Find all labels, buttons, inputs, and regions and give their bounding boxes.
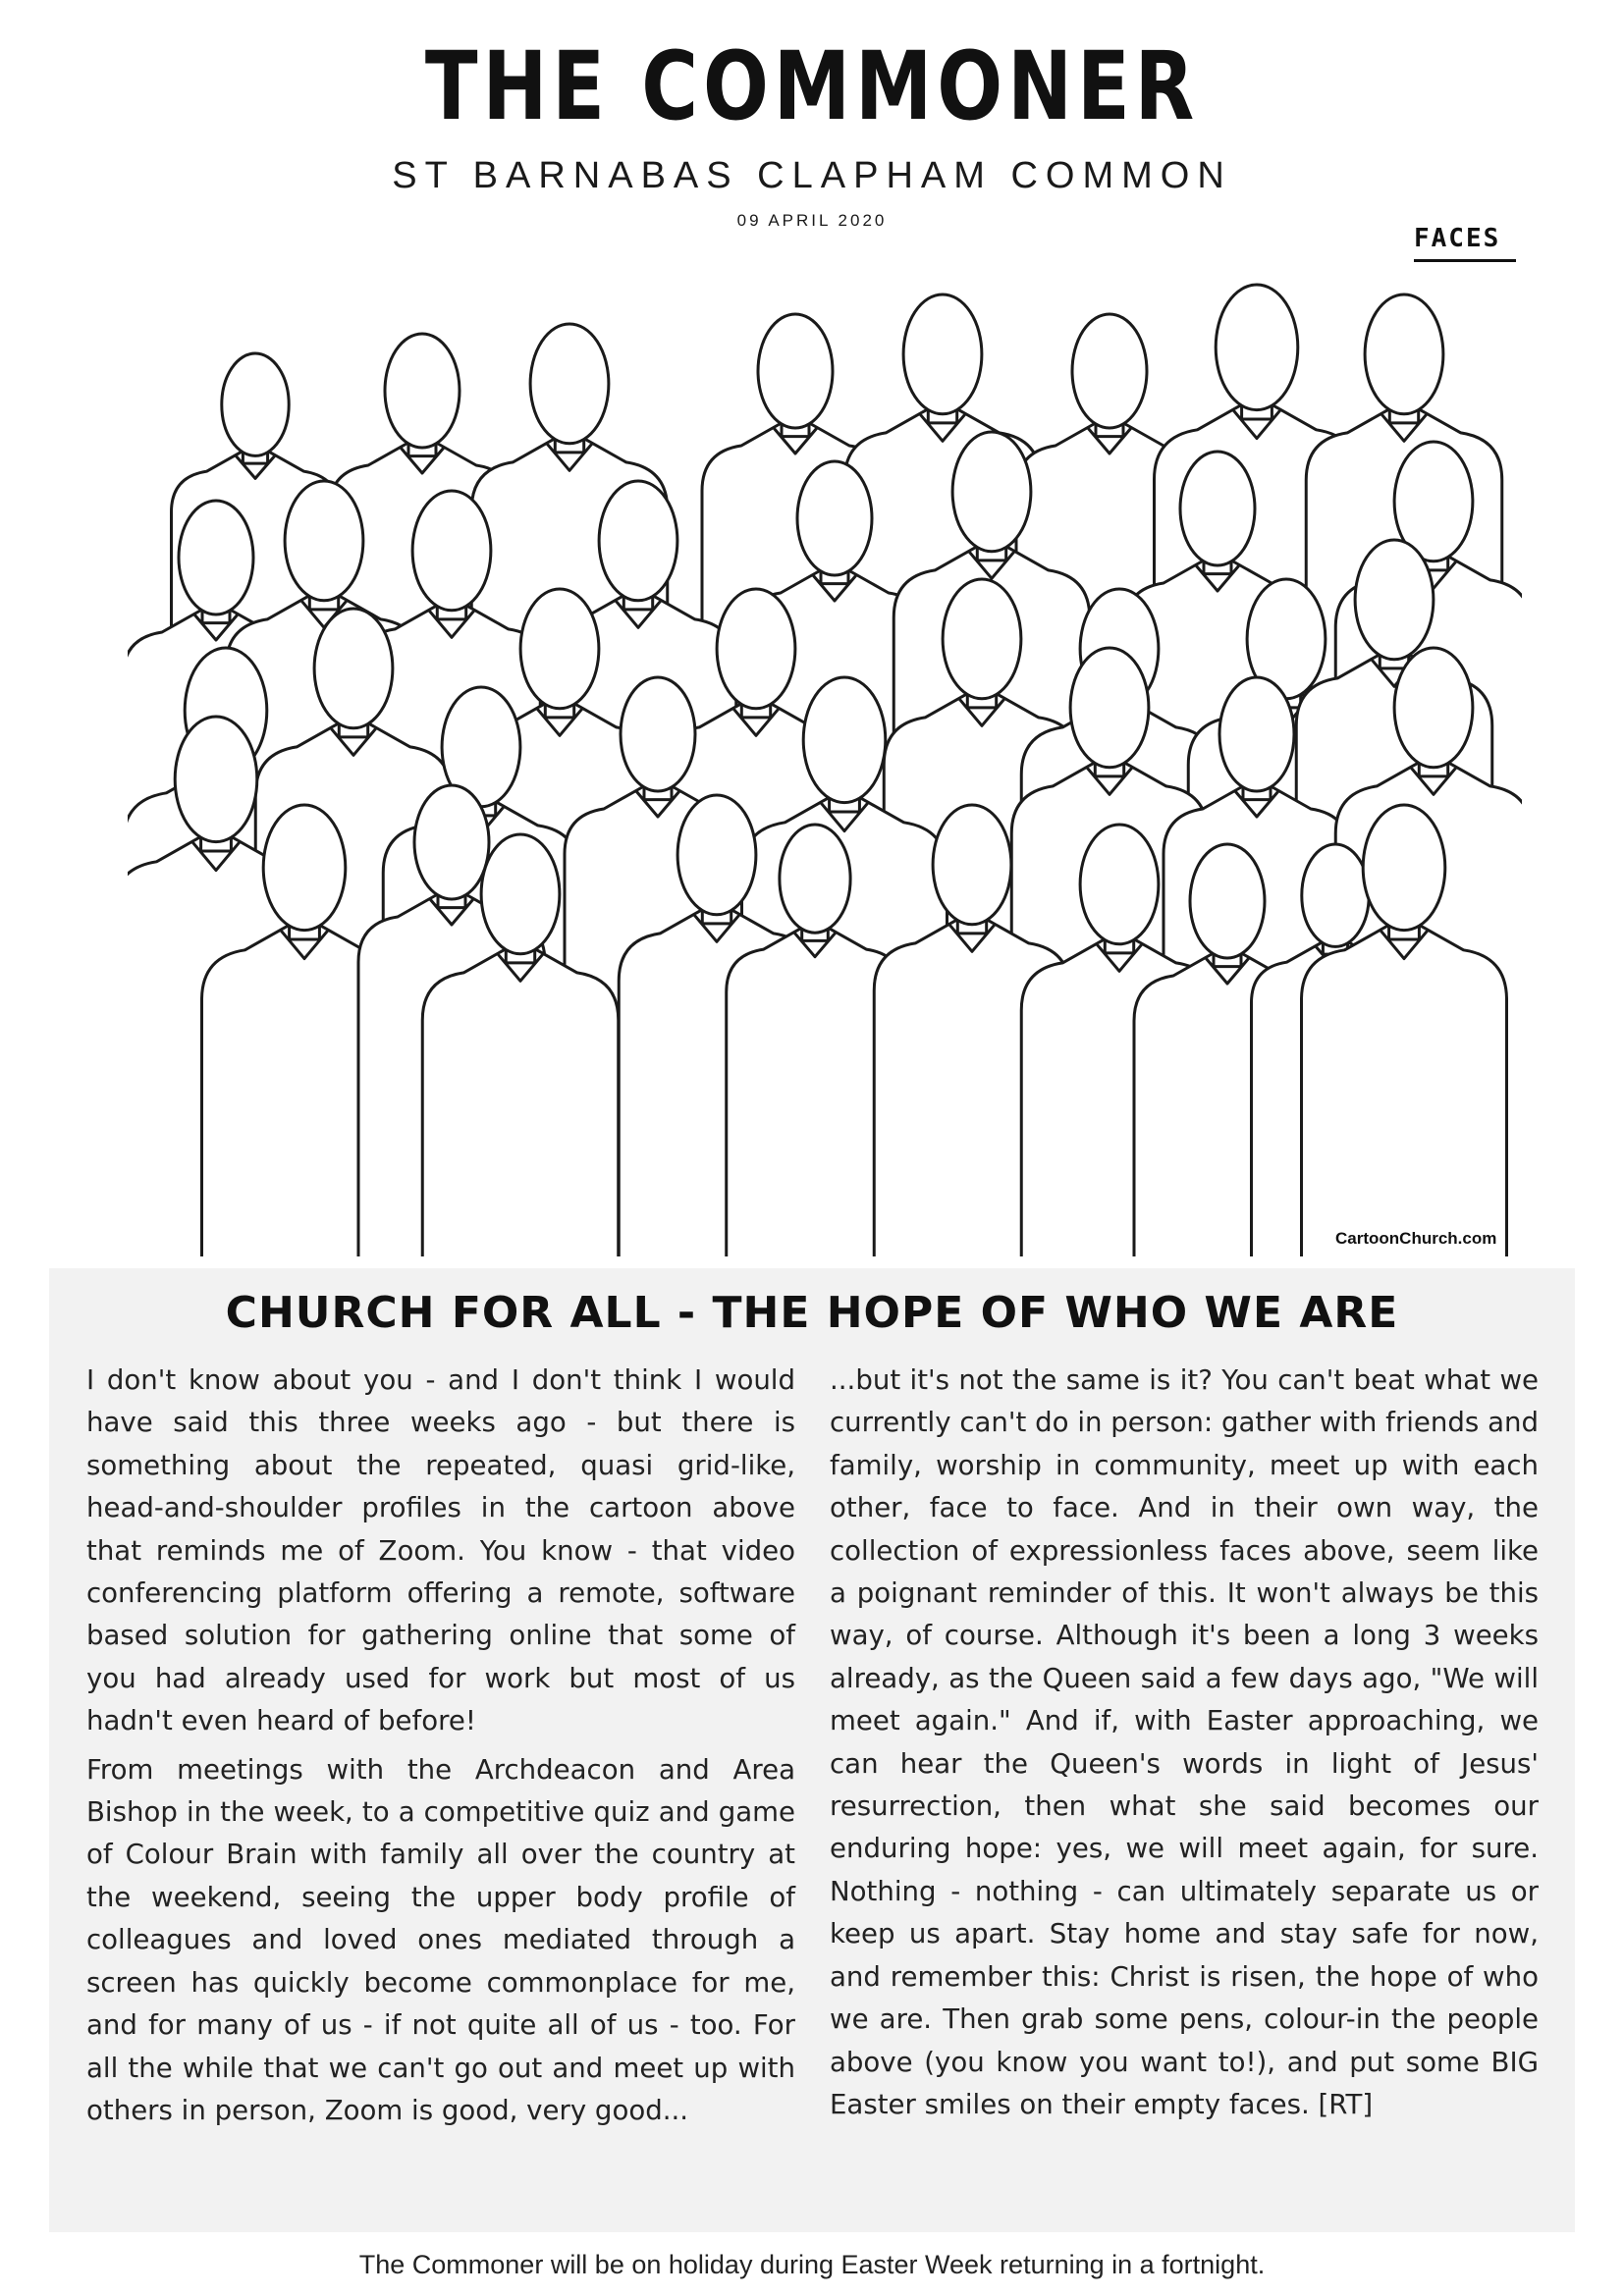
article-headline: CHURCH FOR ALL - THE HOPE OF WHO WE ARE	[225, 1288, 1399, 1338]
church-name: ST BARNABAS CLAPHAM COMMON	[392, 155, 1232, 196]
article-left-column	[86, 1359, 795, 2137]
cartoon-credit: CartoonChurch.com	[1335, 1229, 1497, 1248]
right-paragraph-1: ...but it's not the same is it? You can't beat what we currently can't do in person: gather with friends and family, worship in community, meet up with each other, face to face. And in their own way, the collection of expressionless faces above, seem like a poignant reminder of this. It won't always be this way, of course. Although it's been a long 3 weeks already, as the Queen said a few days ago, "We will meet again." And if, with Easter approaching, we can hear the Queen's words in light of Jesus' resurrection, then what she said becomes our enduring hope: yes, we will meet again, for sure. Nothing - nothing - can ultimately separate us or keep us apart. Stay home and stay safe for now, and remember this: Christ is risen, the hope of who we are. Then grab some pens, colour-in the people above (you know you want to!), and put some BIG Easter smiles on their empty faces. [RT]	[830, 1363, 1539, 2120]
left-paragraph-2: From meetings with the Archdeacon and Area Bishop in the week, to a competitive quiz and game of Colour Brain with family all over the country at the weekend, seeing the upper body profile of colleagues and loved ones mediated through a screen has quickly become commonplace for me, and for many of us - if not quite all of us - too. For all the while that we can't go out and meet up with others in person, Zoom is good, very good...	[86, 1752, 795, 2126]
cartoon-title-underline	[1414, 259, 1516, 262]
masthead	[0, 31, 1624, 231]
newsletter-title: THE COMMONER	[424, 31, 1200, 141]
article-right-column	[830, 1359, 1539, 2131]
article	[49, 1268, 1575, 2232]
holiday-note: The Commoner will be on holiday during Easter Week returning in a fortnight.	[358, 2250, 1266, 2279]
faces-cartoon	[128, 216, 1522, 1256]
issue-date: 09 APRIL 2020	[736, 211, 888, 230]
left-paragraph-1: I don't know about you - and I don't think I would have said this three weeks ago - but there is something about the repeated, quasi grid-like, head-and-shoulder profiles in the cartoon above that reminds me of Zoom. You know - that video conferencing platform offering a remote, software based solution for gathering online that some of you had already used for work but most of us hadn't even heard of before!	[86, 1363, 795, 1737]
cartoon-title: FACES	[1414, 224, 1501, 253]
